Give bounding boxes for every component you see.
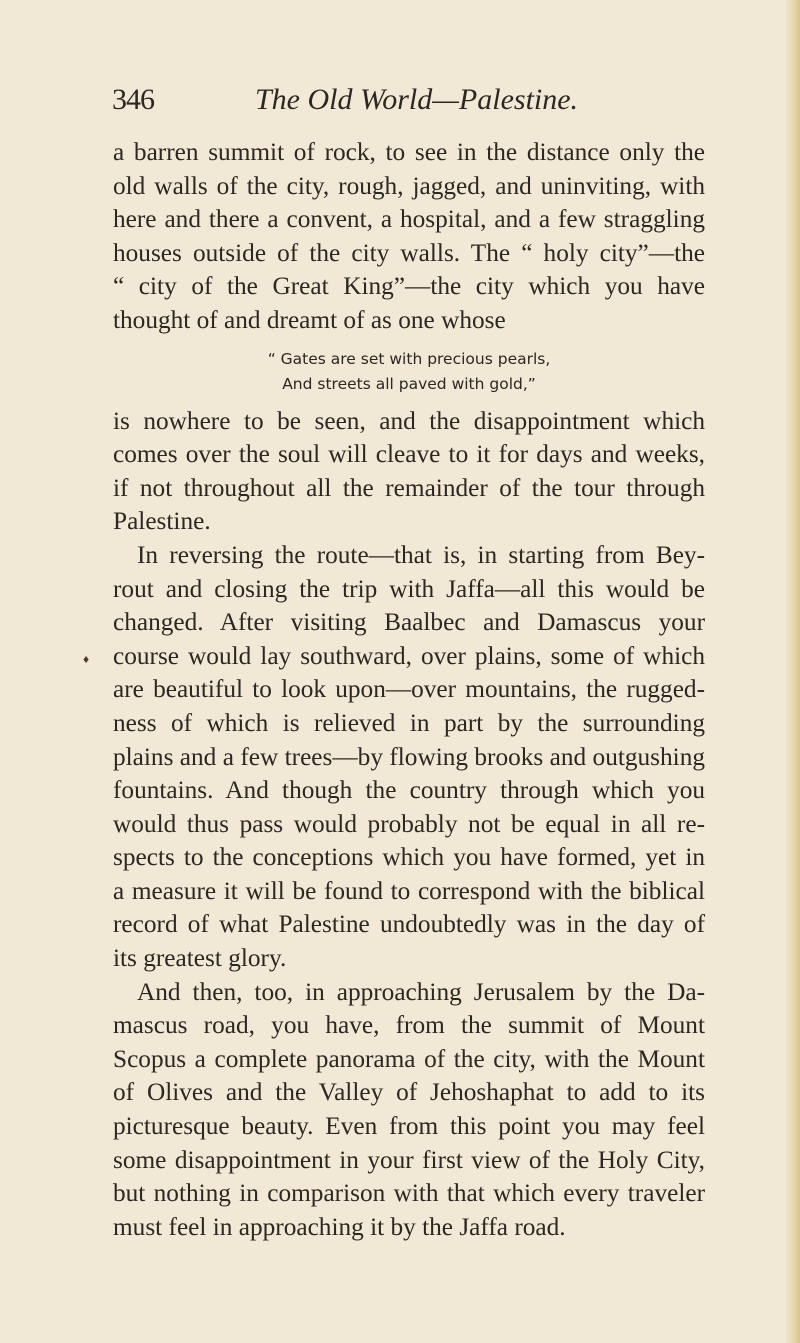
text-line: rout and closing the trip with Jaffa—all this would be <box>113 574 705 603</box>
text-line: here and there a convent, a hospital, and a few straggling <box>113 205 705 234</box>
text-line: In reversing the route—that is, in starting from Bey- <box>137 540 705 569</box>
text-line: would thus pass would probably not be equal in all re- <box>113 809 705 838</box>
text-line: houses outside of the city walls. The “ holy city”—the <box>113 238 705 267</box>
verse-line: And streets all paved with gold,” <box>282 374 536 393</box>
text-line: picturesque beauty. Even from this point you may feel <box>113 1112 705 1141</box>
text-line: is nowhere to be seen, and the disappointment which <box>113 406 705 435</box>
text-line: thought of and dreamt of as one whose <box>113 305 506 334</box>
text-line: changed. After visiting Baalbec and Damascus your <box>113 608 705 637</box>
text-line: if not throughout all the remainder of the tour through <box>113 473 705 502</box>
text-line: fountains. And though the country through which you <box>113 776 705 805</box>
text-line: record of what Palestine undoubtedly was in the day of <box>113 910 705 939</box>
page-body <box>113 136 705 1244</box>
text-line: Palestine. <box>113 507 211 536</box>
verse-line: “ Gates are set with precious pearls, <box>267 349 551 368</box>
text-line: course would lay southward, over plains, some of which <box>113 641 705 670</box>
page-number: 346 <box>112 83 154 116</box>
text-line: old walls of the city, rough, jagged, and uninviting, with <box>113 171 705 200</box>
text-line: And then, too, in approaching Jerusalem by the Da- <box>137 977 705 1006</box>
text-line: some disappointment in your first view of the Holy City, <box>113 1145 705 1174</box>
text-line: a barren summit of rock, to see in the distance only the <box>113 138 705 166</box>
text-line: mascus road, you have, from the summit of Mount <box>113 1011 705 1040</box>
text-line: must feel in approaching it by the Jaffa road. <box>113 1212 566 1241</box>
text-line: ness of which is relieved in part by the surrounding <box>113 708 705 737</box>
text-line: a measure it will be found to correspond with the biblical <box>113 876 705 905</box>
text-line: spects to the conceptions which you have formed, yet in <box>113 843 705 872</box>
running-head: The Old World—Palestine. <box>255 83 579 116</box>
text-line: Scopus a complete panorama of the city, with the Mount <box>113 1044 705 1073</box>
page-header <box>112 78 692 122</box>
verse-quote <box>113 347 705 397</box>
text-line: are beautiful to look upon—over mountains, the rugged- <box>113 675 705 704</box>
text-line: but nothing in comparison with that which every traveler <box>113 1179 705 1208</box>
text-line: plains and a few trees—by flowing brooks and outgushing <box>113 742 705 771</box>
page-edge <box>786 0 800 1343</box>
margin-mark: ♦ <box>83 652 90 666</box>
text-line: of Olives and the Valley of Jehoshaphat to add to its <box>113 1078 705 1107</box>
text-line: its greatest glory. <box>113 944 287 973</box>
text-line: “ city of the Great King”—the city which you have <box>113 272 705 301</box>
text-line: comes over the soul will cleave to it for days and weeks, <box>113 440 705 469</box>
